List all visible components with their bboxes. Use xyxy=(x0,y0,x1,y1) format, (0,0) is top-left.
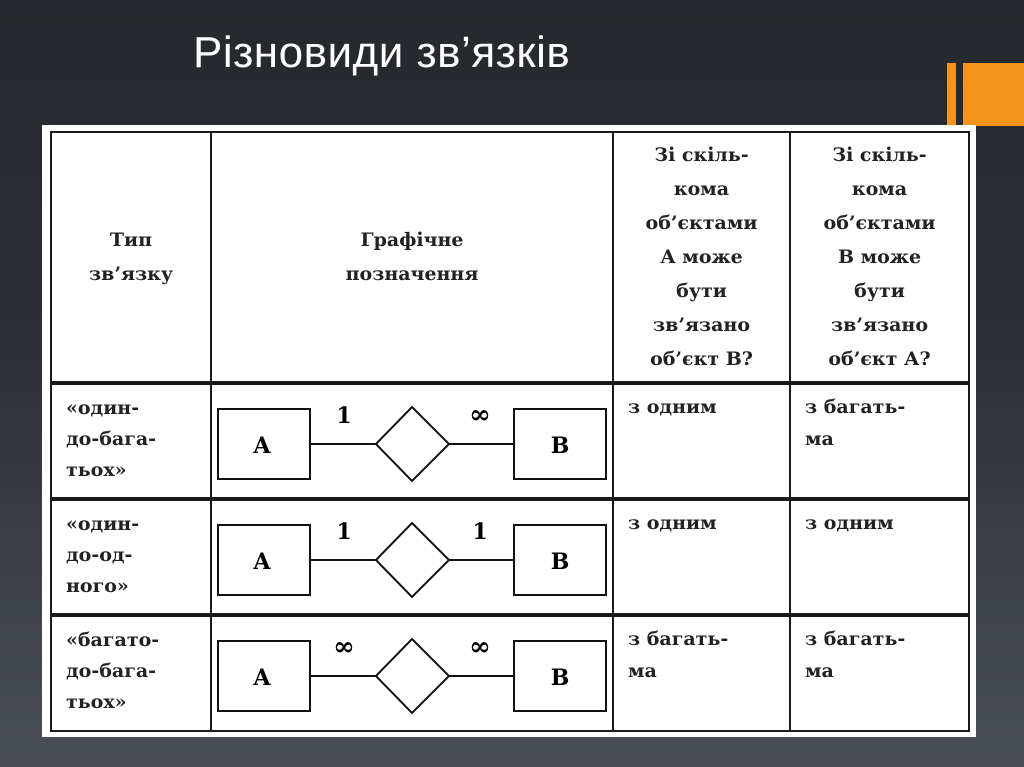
relationship-types-table xyxy=(50,131,970,732)
slide-title: Різновиди зв’язків xyxy=(193,28,571,77)
b-to-a-value: з багать- ма xyxy=(790,383,969,499)
table-row xyxy=(51,383,969,499)
b-to-a-value: з одним xyxy=(790,499,969,615)
header-type: Тип зв’язку xyxy=(51,132,211,383)
relationship-diamond xyxy=(376,407,449,481)
header-row xyxy=(51,132,969,383)
relationship-type: «один- до-од- ного» xyxy=(51,499,211,615)
accent-bar-thin xyxy=(947,63,956,126)
relationship-diamond xyxy=(376,639,449,713)
a-to-b-value: з багать- ма xyxy=(613,615,790,731)
er-diagram xyxy=(212,501,612,613)
a-to-b-value: з одним xyxy=(613,499,790,615)
cardinality-b: 1 xyxy=(472,519,488,545)
cardinality-b: ∞ xyxy=(469,632,491,662)
table-row xyxy=(51,615,969,731)
header-b-to-a: Зі скіль- кома об’єктами В може бути зв’язано об’єкт А? xyxy=(790,132,969,383)
entity-b-label: В xyxy=(550,549,570,575)
er-diagram xyxy=(212,617,612,729)
er-diagram-cell xyxy=(211,499,613,615)
entity-a-label: А xyxy=(253,665,271,691)
cardinality-b: ∞ xyxy=(469,400,491,430)
cardinality-a: 1 xyxy=(336,519,352,545)
er-diagram-cell xyxy=(211,383,613,499)
entity-a-label: А xyxy=(253,433,271,459)
entity-a-label: А xyxy=(253,549,271,575)
table-panel xyxy=(42,125,976,737)
cardinality-a: 1 xyxy=(336,403,352,429)
table-row xyxy=(51,499,969,615)
relationship-type: «багато- до-бага- тьох» xyxy=(51,615,211,731)
cardinality-a: ∞ xyxy=(333,632,355,662)
a-to-b-value: з одним xyxy=(613,383,790,499)
accent-bar-wide xyxy=(963,63,1024,126)
relationship-type: «один- до-бага- тьох» xyxy=(51,383,211,499)
b-to-a-value: з багать- ма xyxy=(790,615,969,731)
header-a-to-b: Зі скіль- кома об’єктами А може бути зв’язано об’єкт В? xyxy=(613,132,790,383)
entity-b-label: В xyxy=(550,433,570,459)
er-diagram-cell xyxy=(211,615,613,731)
relationship-diamond xyxy=(376,523,449,597)
header-graphic: Графічне позначення xyxy=(211,132,613,383)
entity-b-label: В xyxy=(550,665,570,691)
er-diagram xyxy=(212,385,612,497)
